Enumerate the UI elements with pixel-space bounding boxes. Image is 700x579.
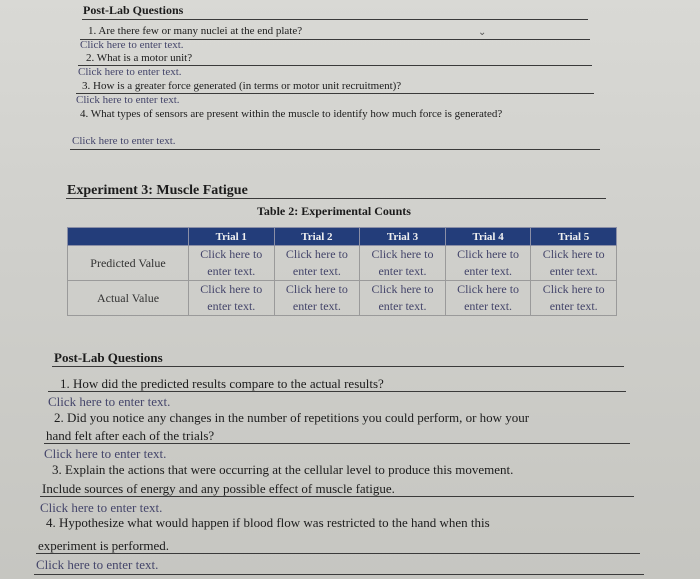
question-2-text-continued: hand felt after each of the trials?: [46, 428, 215, 443]
table-header-trial-5: Trial 5: [531, 228, 617, 246]
question-4-text-continued: experiment is performed.: [38, 538, 170, 553]
question-3-text: 3. Explain the actions that were occurring at the cellular level to produce this movement.: [52, 462, 514, 477]
table-header-trial-2: Trial 2: [274, 228, 360, 246]
table-header-empty: [68, 228, 189, 246]
table-header-row: [68, 228, 617, 246]
table-cell-input[interactable]: Click here to enter text.: [445, 281, 531, 316]
question-4-text: 4. What types of sensors are present within the muscle to identify how much force is generated?: [80, 108, 503, 120]
table-title: Table 2: Experimental Counts: [257, 204, 411, 218]
divider: [34, 574, 644, 575]
table-header-trial-3: Trial 3: [360, 228, 446, 246]
table-cell-input[interactable]: Click here to enter text.: [531, 246, 617, 281]
answer-4-field[interactable]: Click here to enter text.: [36, 557, 159, 572]
question-4-text: 4. Hypothesize what would happen if blood flow was restricted to the hand when this: [46, 515, 490, 530]
table-row: [68, 281, 617, 316]
divider: [52, 366, 624, 367]
answer-1-field[interactable]: Click here to enter text.: [48, 394, 171, 409]
divider: [82, 19, 588, 20]
table-cell-input[interactable]: Click here to enter text.: [445, 246, 531, 281]
divider: [70, 149, 600, 150]
answer-1-field[interactable]: Click here to enter text.: [80, 39, 184, 51]
question-1-text: 1. How did the predicted results compare to the actual results?: [60, 376, 384, 391]
divider: [44, 443, 630, 444]
answer-3-field[interactable]: Click here to enter text.: [76, 94, 180, 106]
table-cell-input[interactable]: Click here to enter text.: [274, 246, 360, 281]
table-cell-input[interactable]: Click here to enter text.: [531, 281, 617, 316]
table-header-trial-4: Trial 4: [445, 228, 531, 246]
divider: [48, 391, 626, 392]
divider: [36, 553, 640, 554]
answer-2-field[interactable]: Click here to enter text.: [78, 66, 182, 78]
question-3-text-continued: Include sources of energy and any possible effect of muscle fatigue.: [42, 481, 395, 496]
experimental-counts-table: [67, 227, 617, 316]
divider: [66, 198, 606, 199]
table-cell-input[interactable]: Click here to enter text.: [189, 246, 275, 281]
question-3-text: 3. How is a greater force generated (in terms or motor unit recruitment)?: [82, 80, 402, 92]
question-2-text: 2. Did you notice any changes in the number of repetitions you could perform, or how your: [54, 410, 530, 425]
post-lab-questions-heading-2: Post-Lab Questions: [54, 350, 163, 365]
table-header-trial-1: Trial 1: [189, 228, 275, 246]
chevron-down-icon: ⌄: [478, 27, 487, 38]
question-1-text: 1. Are there few or many nuclei at the end plate?: [88, 25, 303, 37]
answer-4-field[interactable]: Click here to enter text.: [72, 135, 176, 147]
question-2-text: 2. What is a motor unit?: [86, 52, 193, 64]
table-row: [68, 246, 617, 281]
table-cell-input[interactable]: Click here to enter text.: [274, 281, 360, 316]
table-cell-input[interactable]: Click here to enter text.: [360, 281, 446, 316]
row-label-predicted: Predicted Value: [68, 246, 189, 281]
answer-2-field[interactable]: Click here to enter text.: [44, 446, 167, 461]
divider: [40, 496, 634, 497]
table-cell-input[interactable]: Click here to enter text.: [189, 281, 275, 316]
answer-3-field[interactable]: Click here to enter text.: [40, 500, 163, 515]
post-lab-questions-heading-1: Post-Lab Questions: [83, 3, 184, 17]
experiment-3-heading: Experiment 3: Muscle Fatigue: [67, 183, 248, 198]
table-cell-input[interactable]: Click here to enter text.: [360, 246, 446, 281]
row-label-actual: Actual Value: [68, 281, 189, 316]
